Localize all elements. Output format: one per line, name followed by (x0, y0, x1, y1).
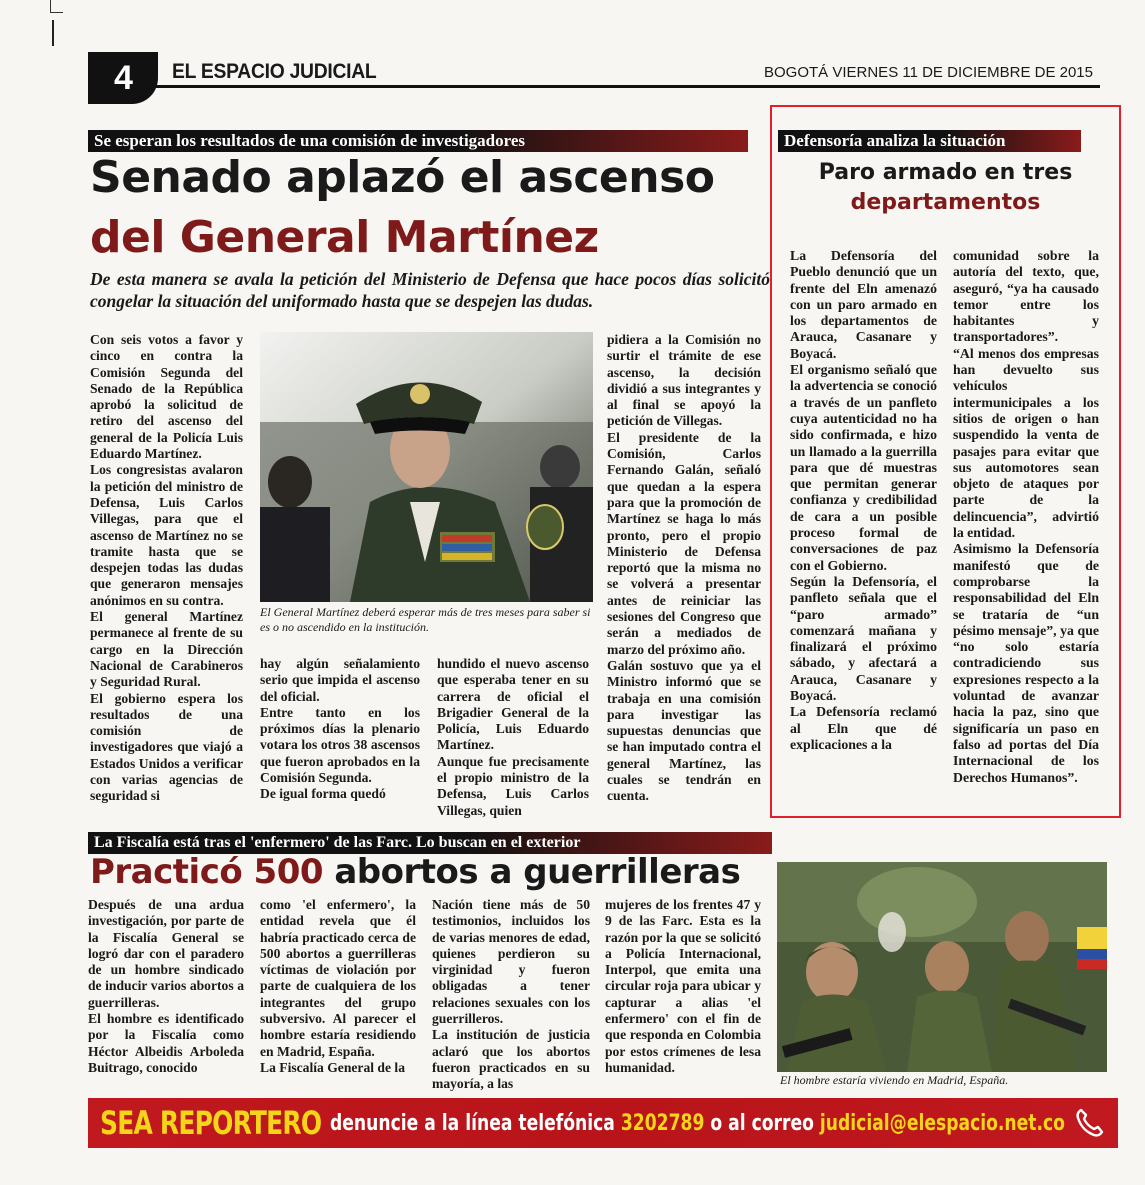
banner-text-1: denuncie a la línea telefónica (330, 1110, 621, 1136)
paragraph: Asimismo la Defensoría manifestó que de comprobarse la responsabilidad del Eln se trataría de “un pésimo mensaje”, ya que “no solo estaría contradiciendo sus expresiones respecto a la voluntad de avanzar hacia la paz, sino que significaría un paso en falso ad portas del Día Internacional de los Derechos Humanos”. (953, 541, 1099, 785)
sidebar-column-2 (953, 248, 1099, 786)
second-column-2 (260, 897, 416, 1076)
second-headline-black: abortos a guerrilleras (323, 852, 741, 892)
phone-icon (1072, 1106, 1106, 1140)
paragraph: La institución de justicia aclaró que los abortos fueron practicados en su mayoría, a las (432, 1027, 590, 1092)
general-photo (260, 332, 593, 602)
banner-text (330, 1111, 1065, 1136)
page-number: 4 (88, 52, 158, 104)
paragraph: comunidad sobre la autoría del texto, que, aseguró, “ya ha causado temor entre los habitantes y transportadores”. (953, 248, 1099, 345)
banner-phone: 3202789 (620, 1110, 705, 1136)
reporter-banner (88, 1098, 1118, 1148)
paragraph: hay algún señalamiento serio que impida el ascenso del oficial. (260, 656, 420, 704)
crop-mark (50, 0, 63, 13)
sidebar-headline-line2: departamentos (850, 190, 1041, 215)
main-column-3 (437, 656, 589, 819)
banner-email: judicial@elespacio.net.co (819, 1110, 1065, 1136)
section-name: EL ESPACIO JUDICIAL (172, 60, 377, 83)
paragraph: De igual forma quedó (260, 786, 386, 802)
sidebar-column-1 (790, 248, 937, 753)
second-photo-caption: El hombre estaría viviendo en Madrid, España. (780, 1073, 1009, 1087)
paragraph: El hombre es identificado por la Fiscalía como Héctor Albeidis Arboleda Buitrago, conocido (88, 1011, 244, 1075)
main-column-4 (607, 332, 761, 805)
paragraph: Galán sostuvo que ya el Ministro informó que se trabaja en una comisión para investigar las supuestas denuncias que se han imputado contra el general Martínez, las cuales se tendrán en cuenta. (607, 657, 761, 804)
paragraph: Entre tanto en los próximos días la plenario votara los otros 38 ascensos que fueron aprobados en la Comisión Segunda. (260, 704, 420, 786)
banner-text-2: o al correo (704, 1110, 820, 1136)
paragraph: Según la Defensoría, el panfleto señala que el “paro armado” comenzará mañana y finalizará el próximo sábado, y afectará a Arauca, Casanare y Boyacá. (790, 573, 937, 704)
paragraph: pidiera a la Comisión no surtir el trámite de ese ascenso, la decisión dividió a sus integrantes y al final se apoyó la petición de Villegas. (607, 332, 761, 429)
main-column-1 (90, 332, 243, 805)
main-headline-line1: Senado aplazó el ascenso (90, 152, 715, 203)
second-headline-red: Practicó 500 (90, 852, 324, 892)
paragraph: Con seis votos a favor y cinco en contra la Comisión Segunda del Senado de la República aprobó la solicitud de retiro del ascenso del general de la Policía Luis Eduardo Martínez. (90, 332, 243, 462)
paragraph: como 'el enfermero', la entidad revela que él habría practicado cerca de 500 abortos a guerrilleras víctimas de violación por parte de cualquiera de los integrantes del grupo subversivo. Al parecer el hombre estaría residiendo en Madrid, España. (260, 897, 416, 1059)
paragraph: El gobierno espera los resultados de una comisión de investigadores que viajó a Estados Unidos a verificar con varias agencias de seguridad si (90, 690, 243, 804)
sidebar-headline-line1: Paro armado en tres (818, 160, 1073, 185)
guerrilla-photo (777, 862, 1107, 1072)
paragraph: Nación tiene más de 50 testimonios, incluidos los de varias menores de edad, quienes perdieron su virginidad y fueron obligadas a tener relaciones sexuales con los guerrilleros. (432, 897, 590, 1027)
dateline: BOGOTÁ VIERNES 11 DE DICIEMBRE DE 2015 (764, 64, 1093, 81)
second-column-1 (88, 897, 244, 1076)
paragraph: mujeres de los frentes 47 y 9 de las Farc. Esta es la razón por la que se solicitó a Policía Internacional, Interpol, que emita una circular roja para ubicar y capturar a alias 'el enfermero' con el fin de que responda en Colombia por estos crímenes de lesa humanidad. (605, 897, 761, 1075)
main-kicker: Se esperan los resultados de una comisión de investigadores (88, 130, 748, 152)
paragraph: Los congresistas avalaron la petición del ministro de Defensa, Luis Carlos Villegas, para que el ascenso de Martínez no se tramite hasta que se despejen todas las dudas que generaron mensajes anónimos en su contra. (90, 462, 243, 608)
paragraph: “Al menos dos empresas han devuelto sus vehículos intermunicipales a los sitios de origen o han suspendido la venta de pasajes para evitar que sus automotores sean objeto de ataques por parte de la delincuencia”, advirtió la entidad. (953, 345, 1099, 541)
paragraph: El general Martínez permanece al frente de su cargo en la Dirección Nacional de Carabineros y Seguridad Rural. (90, 609, 243, 690)
paragraph: El presidente de la Comisión, Carlos Fernando Galán, señaló que quedan a la espera para que la promoción de Martínez se haga lo más pronto, pero el propio Ministerio de Defensa reportó que la misma no se volverá a presentar antes de reiniciar las sesiones del Congreso que serán a mediados de marzo del próximo año. (607, 429, 761, 657)
crop-mark (52, 20, 54, 46)
guerrilla-photo-illustration (777, 862, 1107, 1072)
paragraph: hundido el nuevo ascenso que esperaba tener en su carrera de oficial el Brigadier General de la Policía, Luis Eduardo Martínez. (437, 656, 589, 753)
second-headline (90, 852, 740, 892)
header-rule (150, 85, 1100, 88)
paragraph: La Defensoría del Pueblo denunció que un frente del Eln amenazó con un paro armado en los departamentos de Arauca, Casanare y Boyacá. (790, 248, 937, 361)
main-headline-line2: del General Martínez (90, 212, 599, 263)
sidebar-kicker: Defensoría analiza la situación (778, 130, 1081, 152)
main-photo-caption: El General Martínez deberá esperar más de tres meses para saber si es o no ascendido en la institución. (260, 605, 591, 634)
second-column-3 (432, 897, 590, 1093)
second-column-4 (605, 897, 761, 1076)
paragraph: Después de una ardua investigación, por parte de la Fiscalía General se logró dar con el paradero de un hombre sindicado de inducir varios abortos a guerrilleras. (88, 897, 244, 1010)
paragraph: Aunque fue precisamente el propio ministro de la Defensa, Luis Carlos Villegas, quien (437, 753, 589, 818)
main-column-2 (260, 656, 420, 803)
main-deck: De esta manera se avala la petición del Ministerio de Defensa que hace pocos días solicitó congelar la situación del uniformado hasta que se despejen las dudas. (90, 269, 770, 311)
banner-brand: SEA REPORTERO (100, 1104, 322, 1142)
paragraph: El organismo señaló que la advertencia se conoció a través de un panfleto cuya autenticidad no ha sido confirmada, e hizo un llamado a la guerrilla para que dé muestras que permitan generar confianza y credibilidad de cara a un posible proceso formal de conversaciones de paz con el Gobierno. (790, 362, 937, 573)
paragraph: La Fiscalía General de la (260, 1059, 405, 1075)
paragraph: La Defensoría reclamó al Eln que dé explicaciones a la (790, 704, 937, 752)
second-kicker: La Fiscalía está tras el 'enfermero' de las Farc. Lo buscan en el exterior (88, 832, 772, 854)
general-photo-illustration (260, 332, 593, 602)
